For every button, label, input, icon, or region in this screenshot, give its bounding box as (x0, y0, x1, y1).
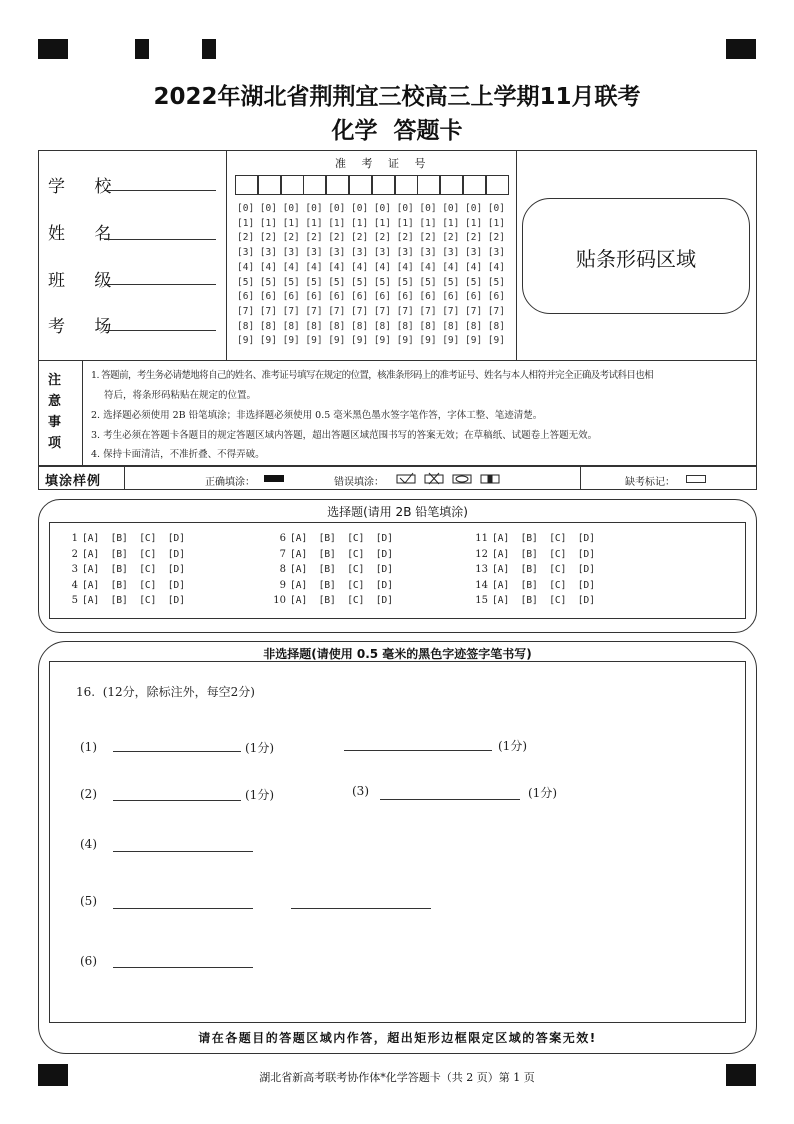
answer-options[interactable]: [A] [B] [C] [D] (82, 548, 185, 560)
exam-id-box[interactable] (235, 175, 258, 195)
fill-example-label: 填涂样例 (45, 474, 102, 489)
exam-id-digit-bubble[interactable]: [1] (305, 217, 323, 229)
note-item-1: 1. 答题前，考生务必请楚地将自己的姓名、准考证号填写在规定的位置，核准条形码上的准考证号、姓名与本人相符并完全正确及考试科目也相 (91, 370, 654, 381)
part-1-score-a: (1分) (245, 741, 274, 755)
part-2-label: (2) (80, 787, 97, 801)
exam-id-digit-bubble[interactable]: [5] (282, 276, 300, 288)
exam-id-digit-bubble[interactable]: [2] (396, 232, 414, 244)
exam-id-digit-bubble[interactable]: [9] (419, 335, 437, 347)
exam-id-digit-bubble[interactable]: [1] (465, 217, 483, 229)
exam-id-digit-column[interactable] (351, 202, 368, 349)
exam-id-digit-bubble[interactable]: [3] (351, 247, 369, 259)
question-16-header: 16. (12分，除标注外，每空2分) (76, 685, 255, 699)
question-number: 2 (71, 548, 78, 560)
exam-id-digit-bubble[interactable]: [5] (351, 276, 369, 288)
choice-question-row[interactable] (472, 564, 595, 575)
exam-id-digit-bubble[interactable]: [3] (419, 247, 437, 259)
part-6-answer[interactable] (113, 967, 253, 968)
fill-example-divider-2 (580, 466, 581, 490)
notes-heading-char: 意 (48, 394, 62, 409)
registration-mark-top-left (38, 39, 68, 59)
exam-id-digit-bubble[interactable]: [9] (396, 335, 414, 347)
choice-question-row[interactable] (62, 533, 185, 544)
exam-id-digit-bubble[interactable]: [0] (351, 203, 369, 214)
exam-id-digit-bubble[interactable]: [7] (237, 305, 255, 317)
correct-fill-sample (264, 475, 284, 482)
part-2-score: (1分) (245, 788, 274, 802)
exam-id-digit-bubble[interactable]: [3] (465, 247, 483, 259)
answer-options[interactable]: [A] [B] [C] [D] (290, 564, 393, 576)
exam-id-digit-bubble[interactable]: [2] (259, 232, 277, 244)
room-field[interactable] (104, 330, 216, 331)
exam-id-box[interactable] (395, 175, 418, 195)
exam-id-digit-bubble[interactable]: [4] (465, 261, 483, 273)
exam-id-digit-bubble[interactable]: [7] (419, 305, 437, 317)
exam-id-digit-bubble[interactable]: [0] (282, 203, 300, 214)
answer-options[interactable]: [A] [B] [C] [D] (290, 533, 393, 544)
exam-id-digit-bubble[interactable]: [6] (396, 291, 414, 303)
exam-id-digit-bubble[interactable]: [2] (237, 232, 255, 244)
question-number: 6 (279, 533, 286, 544)
exam-id-digit-bubble[interactable]: [4] (351, 261, 369, 273)
nonchoice-inner-box (49, 661, 746, 1023)
exam-id-digit-column[interactable] (328, 202, 345, 349)
exam-id-digit-bubble[interactable]: [8] (305, 320, 323, 332)
name-field[interactable] (104, 239, 216, 240)
exam-id-digit-column[interactable] (374, 202, 391, 349)
exam-id-digit-column[interactable] (397, 202, 414, 349)
exam-id-digit-bubble[interactable]: [2] (282, 232, 300, 244)
question-number: 15 (475, 595, 488, 607)
exam-id-digit-bubble[interactable]: [0] (237, 203, 255, 214)
exam-id-digit-bubble[interactable]: [8] (487, 320, 505, 332)
part-5-label: (5) (80, 894, 97, 908)
exam-id-box[interactable] (349, 175, 372, 195)
exam-id-digit-bubble[interactable]: [4] (419, 261, 437, 273)
exam-id-digit-column[interactable] (442, 202, 459, 349)
answer-options[interactable]: [A] [B] [C] [D] (492, 548, 595, 560)
exam-id-digit-bubble[interactable]: [7] (396, 305, 414, 317)
part-3-label: (3) (352, 784, 369, 798)
exam-id-digit-column[interactable] (237, 202, 254, 349)
exam-id-digit-bubble[interactable]: [3] (282, 247, 300, 259)
notes-heading-char: 项 (48, 436, 62, 451)
exam-id-digit-bubble[interactable]: [9] (305, 335, 323, 347)
question-number: 13 (475, 564, 488, 576)
note-item-2: 2. 选择题必须使用 2B 铅笔填涂；非选择题必须使用 0.5 毫米黑色墨水签字笔作答，字体工整、笔迹清楚。 (91, 410, 543, 421)
exam-id-digit-bubble[interactable]: [3] (237, 247, 255, 259)
exam-id-digit-bubble[interactable]: [8] (396, 320, 414, 332)
exam-id-digit-bubble[interactable]: [8] (465, 320, 483, 332)
exam-id-digit-bubble[interactable]: [0] (442, 203, 460, 214)
answer-options[interactable]: [A] [B] [C] [D] (82, 564, 185, 576)
exam-id-digit-column[interactable] (465, 202, 482, 349)
exam-id-digit-bubble[interactable]: [6] (328, 291, 346, 303)
answer-options[interactable]: [A] [B] [C] [D] (290, 595, 393, 607)
exam-id-digit-bubble[interactable]: [3] (328, 247, 346, 259)
exam-id-digit-bubble[interactable]: [7] (373, 305, 391, 317)
page-subtitle: 化学 答题卡 (331, 118, 463, 144)
part-5-answer-b[interactable] (291, 908, 431, 909)
exam-id-digit-bubble[interactable]: [1] (328, 217, 346, 229)
absent-mark-label: 缺考标记： (625, 477, 675, 488)
exam-id-box[interactable] (372, 175, 395, 195)
exam-id-digit-bubble[interactable]: [7] (351, 305, 369, 317)
question-number: 3 (71, 564, 78, 576)
exam-id-digit-bubble[interactable]: [2] (351, 232, 369, 244)
exam-id-digit-bubble[interactable]: [4] (328, 261, 346, 273)
exam-id-digit-bubble[interactable]: [8] (328, 320, 346, 332)
divider-right (516, 150, 517, 361)
exam-id-digit-bubble[interactable]: [5] (237, 276, 255, 288)
exam-id-digit-bubble[interactable]: [0] (305, 203, 323, 214)
exam-id-digit-bubble[interactable]: [3] (442, 247, 460, 259)
exam-id-digit-bubble[interactable]: [9] (282, 335, 300, 347)
wrong-fill-circle (453, 475, 471, 483)
part-3-answer[interactable] (380, 799, 520, 800)
exam-id-digit-bubble[interactable]: [8] (237, 320, 255, 332)
exam-id-digit-bubble[interactable]: [4] (396, 261, 414, 273)
exam-id-digit-bubble[interactable]: [6] (442, 291, 460, 303)
exam-id-digit-bubble[interactable]: [2] (487, 232, 505, 244)
note-item-4: 4. 保持卡面清洁，不准折叠、不得弄破。 (91, 449, 265, 460)
wrong-fill-check (397, 473, 415, 483)
part-1-label: (1) (80, 740, 97, 754)
exam-id-digit-bubble[interactable]: [4] (237, 261, 255, 273)
name-label: 姓 名 (48, 224, 124, 244)
exam-id-digit-bubble[interactable]: [1] (259, 217, 277, 229)
wrong-fill-label: 错误填涂： (334, 477, 384, 488)
page-title: 2022年湖北省荆荆宜三校高三上学期11月联考 (153, 84, 641, 110)
answer-options[interactable]: [A] [B] [C] [D] (492, 564, 595, 576)
exam-id-digit-column[interactable] (488, 202, 505, 349)
question-number: 5 (71, 595, 78, 607)
part-3-score: (1分) (528, 786, 557, 800)
exam-id-box[interactable] (463, 175, 486, 195)
note-item-3: 3. 考生必须在答题卡各题目的规定答题区域内答题，超出答题区域范围书写的答案无效；在草稿纸、试题卷上答题无效。 (91, 430, 598, 441)
exam-id-digit-bubble[interactable]: [1] (442, 217, 460, 229)
registration-mark-top-2 (135, 39, 149, 59)
fill-example-divider (124, 466, 125, 490)
exam-id-digit-bubble[interactable]: [8] (419, 320, 437, 332)
exam-id-digit-bubble[interactable]: [1] (396, 217, 414, 229)
wrong-fill-samples (396, 472, 506, 486)
exam-id-digit-bubble[interactable]: [0] (373, 203, 391, 214)
class-label: 班 级 (48, 271, 124, 291)
exam-id-box[interactable] (258, 175, 281, 195)
exam-id-digit-bubble[interactable]: [0] (259, 203, 277, 214)
exam-id-digit-bubble[interactable]: [9] (259, 335, 277, 347)
choice-question-row[interactable] (472, 595, 595, 606)
notes-heading-char: 事 (48, 415, 62, 430)
exam-id-digit-column[interactable] (283, 202, 300, 349)
wrong-fill-cross (425, 473, 443, 484)
wrong-fill-half (481, 475, 499, 483)
exam-id-digit-bubble[interactable]: [1] (487, 217, 505, 229)
exam-id-digit-bubble[interactable]: [6] (419, 291, 437, 303)
choice-question-row[interactable] (62, 595, 185, 606)
exam-id-digit-bubble[interactable]: [6] (237, 291, 255, 303)
part-1-answer-b[interactable] (344, 750, 492, 751)
exam-id-digit-bubble[interactable]: [6] (259, 291, 277, 303)
question-number: 10 (273, 595, 286, 607)
question-number: 14 (475, 579, 488, 591)
exam-id-digit-bubble[interactable]: [0] (487, 203, 505, 214)
question-number: 9 (279, 579, 286, 591)
exam-id-box[interactable] (440, 175, 463, 195)
notes-heading (48, 370, 61, 454)
exam-id-label: 准 考 证 号 (335, 157, 432, 170)
page-footer: 湖北省新高考联考协作体*化学答题卡（共 2 页）第 1 页 (259, 1071, 535, 1084)
exam-id-digit-bubble[interactable]: [0] (396, 203, 414, 214)
part-5-answer-a[interactable] (113, 908, 253, 909)
exam-id-box[interactable] (486, 175, 509, 195)
exam-id-box[interactable] (303, 175, 326, 195)
exam-id-digit-bubble[interactable]: [3] (487, 247, 505, 259)
correct-fill-label: 正确填涂： (205, 477, 255, 488)
answer-options[interactable]: [A] [B] [C] [D] (492, 533, 595, 544)
part-1-answer-a[interactable] (113, 751, 241, 752)
exam-id-digit-bubble[interactable]: [8] (259, 320, 277, 332)
exam-id-digit-bubble[interactable]: [2] (305, 232, 323, 244)
exam-id-digit-bubble[interactable]: [9] (373, 335, 391, 347)
question-number: 1 (71, 533, 78, 544)
nonchoice-title: 非选择题(请使用 0.5 毫米的黑色字迹签字笔书写) (263, 647, 532, 661)
exam-id-digit-bubble[interactable]: [6] (305, 291, 323, 303)
choice-question-row[interactable] (472, 580, 595, 591)
exam-id-digit-bubble[interactable]: [4] (305, 261, 323, 273)
notes-heading-char: 注 (48, 373, 62, 388)
part-6-label: (6) (80, 954, 97, 968)
exam-id-digit-bubble[interactable]: [0] (419, 203, 437, 214)
question-number: 7 (279, 548, 286, 560)
exam-id-digit-bubble[interactable]: [9] (442, 335, 460, 347)
answer-options[interactable]: [A] [B] [C] [D] (290, 548, 393, 560)
choice-question-row[interactable] (472, 533, 595, 544)
choice-question-row[interactable] (62, 564, 185, 575)
exam-id-digit-bubble[interactable]: [4] (259, 261, 277, 273)
answer-options[interactable]: [A] [B] [C] [D] (492, 595, 595, 607)
exam-id-digit-bubble[interactable]: [5] (465, 276, 483, 288)
exam-id-digit-bubble[interactable]: [2] (465, 232, 483, 244)
divider-left (226, 150, 227, 361)
answer-options[interactable]: [A] [B] [C] [D] (82, 595, 185, 607)
exam-id-digit-bubble[interactable]: [9] (487, 335, 505, 347)
registration-mark-top-right (726, 39, 756, 59)
part-4-answer[interactable] (113, 851, 253, 852)
exam-id-digit-bubble[interactable]: [2] (373, 232, 391, 244)
exam-id-box[interactable] (326, 175, 349, 195)
exam-id-digit-bubble[interactable]: [6] (282, 291, 300, 303)
answer-options[interactable]: [A] [B] [C] [D] (82, 579, 185, 591)
exam-id-digit-bubble[interactable]: [3] (305, 247, 323, 259)
exam-id-digit-bubble[interactable]: [7] (487, 305, 505, 317)
exam-id-digit-bubble[interactable]: [5] (396, 276, 414, 288)
school-field[interactable] (104, 190, 216, 191)
exam-id-digit-bubble[interactable]: [3] (396, 247, 414, 259)
barcode-label: 贴条形码区域 (576, 247, 696, 271)
exam-id-digit-bubble[interactable]: [2] (442, 232, 460, 244)
absent-mark-box[interactable] (686, 475, 706, 483)
exam-id-digit-bubble[interactable]: [4] (442, 261, 460, 273)
exam-id-digit-bubble[interactable]: [7] (259, 305, 277, 317)
exam-id-digit-bubble[interactable]: [1] (237, 217, 255, 229)
exam-id-digit-bubble[interactable]: [8] (442, 320, 460, 332)
notes-divider (82, 360, 83, 466)
exam-id-digit-bubble[interactable]: [7] (305, 305, 323, 317)
note-item-1-cont: 符后，将条形码粘贴在规定的位置。 (104, 390, 257, 401)
question-number: 8 (279, 564, 286, 576)
exam-id-digit-column[interactable] (260, 202, 277, 349)
choice-title: 选择题(请用 2B 铅笔填涂) (327, 505, 468, 519)
exam-id-digit-bubble[interactable]: [1] (373, 217, 391, 229)
exam-id-digit-bubble[interactable]: [2] (419, 232, 437, 244)
exam-id-digit-bubble[interactable]: [7] (442, 305, 460, 317)
exam-id-digit-bubble[interactable]: [7] (465, 305, 483, 317)
choice-question-row[interactable] (270, 564, 393, 575)
exam-id-digit-bubble[interactable]: [9] (465, 335, 483, 347)
exam-id-digit-bubble[interactable]: [4] (282, 261, 300, 273)
answer-options[interactable]: [A] [B] [C] [D] (492, 579, 595, 591)
exam-id-digit-bubble[interactable]: [1] (419, 217, 437, 229)
exam-id-digit-bubble[interactable]: [4] (373, 261, 391, 273)
question-number: 4 (71, 579, 78, 591)
exam-id-digit-bubble[interactable]: [5] (419, 276, 437, 288)
exam-id-digit-bubble[interactable]: [8] (282, 320, 300, 332)
part-2-answer[interactable] (113, 800, 241, 801)
exam-id-digit-bubble[interactable]: [5] (328, 276, 346, 288)
exam-id-digit-bubble[interactable]: [4] (487, 261, 505, 273)
exam-id-digit-bubble[interactable]: [9] (237, 335, 255, 347)
part-1-score-b: (1分) (498, 739, 527, 753)
room-label: 考 场 (48, 317, 124, 337)
exam-id-box[interactable] (281, 175, 304, 195)
choice-question-row[interactable] (472, 549, 595, 560)
exam-id-digit-bubble[interactable]: [0] (465, 203, 483, 214)
exam-id-digit-bubble[interactable]: [5] (259, 276, 277, 288)
exam-id-digit-column[interactable] (419, 202, 436, 349)
choice-question-row[interactable] (270, 549, 393, 560)
exam-id-digit-bubble[interactable]: [5] (305, 276, 323, 288)
exam-id-digit-bubble[interactable]: [9] (328, 335, 346, 347)
exam-id-digit-bubble[interactable]: [8] (351, 320, 369, 332)
answer-options[interactable]: [A] [B] [C] [D] (290, 579, 393, 591)
choice-question-row[interactable] (270, 533, 393, 544)
question-number: 11 (475, 533, 488, 544)
exam-id-digit-bubble[interactable]: [0] (328, 203, 346, 214)
part-4-label: (4) (80, 837, 97, 851)
exam-id-digit-column[interactable] (305, 202, 322, 349)
choice-question-row[interactable] (62, 549, 185, 560)
exam-id-digit-bubble[interactable]: [2] (328, 232, 346, 244)
exam-id-digit-bubble[interactable]: [7] (282, 305, 300, 317)
answer-area-warning: 请在各题目的答题区域内作答，超出矩形边框限定区域的答案无效! (198, 1031, 597, 1045)
exam-id-digit-bubble[interactable]: [5] (487, 276, 505, 288)
exam-id-digit-bubble[interactable]: [3] (259, 247, 277, 259)
choice-question-row[interactable] (270, 595, 393, 606)
school-label: 学 校 (48, 177, 124, 197)
exam-id-digit-bubble[interactable]: [6] (465, 291, 483, 303)
registration-mark-top-3 (202, 39, 216, 59)
exam-id-digit-bubble[interactable]: [5] (373, 276, 391, 288)
exam-id-digit-bubble[interactable]: [1] (351, 217, 369, 229)
exam-id-digit-bubble[interactable]: [7] (328, 305, 346, 317)
exam-id-digit-bubble[interactable]: [6] (351, 291, 369, 303)
exam-id-digit-bubble[interactable]: [8] (373, 320, 391, 332)
exam-id-digit-bubble[interactable]: [3] (373, 247, 391, 259)
exam-id-box[interactable] (417, 175, 440, 195)
exam-id-digit-bubble[interactable]: [5] (442, 276, 460, 288)
exam-id-digit-bubble[interactable]: [6] (373, 291, 391, 303)
choice-question-row[interactable] (62, 580, 185, 591)
answer-options[interactable]: [A] [B] [C] [D] (82, 533, 185, 544)
question-number: 12 (475, 548, 488, 560)
exam-id-digit-bubble[interactable]: [6] (487, 291, 505, 303)
exam-id-digit-bubble[interactable]: [9] (351, 335, 369, 347)
class-field[interactable] (104, 284, 216, 285)
choice-question-row[interactable] (270, 580, 393, 591)
exam-id-digit-bubble[interactable]: [1] (282, 217, 300, 229)
